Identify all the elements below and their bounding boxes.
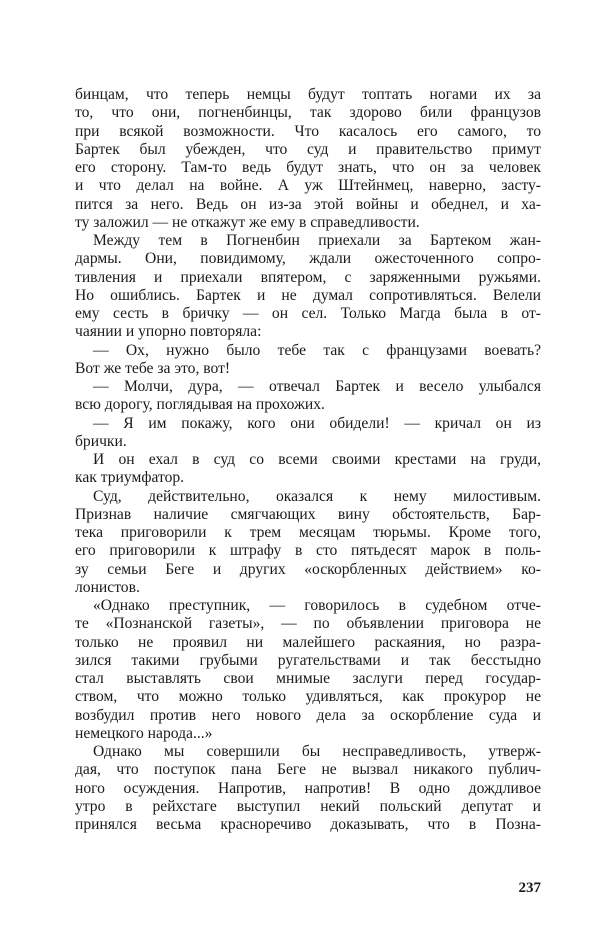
text-line: ством, что можно только удивляться, как прокурор не	[75, 688, 541, 706]
text-line: — Ох, нужно было тебе так с французами воевать?	[93, 341, 541, 359]
text-line: «Однако преступник, — говорилось в судебном отче-	[93, 597, 541, 614]
text-line: пится за него. Ведь он из-за этой войны и обеднел, и ха-	[75, 195, 541, 213]
text-line: его приговорили к штрафу в сто пятьдесят марок в поль-	[75, 542, 541, 560]
text-line: его сторону. Там-то ведь будут знать, что он за человек	[75, 159, 541, 176]
text-line: брички.	[75, 432, 127, 450]
text-line: Но ошиблись. Бартек и не думал сопротивляться. Велели	[75, 286, 541, 304]
text-line: бинцам, что теперь немцы будут топтать ногами их за	[75, 86, 541, 103]
text-line: чаянии и упорно повторяла:	[75, 323, 262, 341]
text-line: то, что они, погненбинцы, так здорово били французов	[75, 104, 541, 122]
text-line: Признав наличие смягчающих вину обстоятельств, Бар-	[75, 505, 541, 523]
text-line: дая, что поступок пана Беге не вызвал никакого публич-	[75, 761, 541, 779]
text-line: как триумфатор.	[75, 469, 185, 487]
text-line: при всякой возможности. Что касалось его самого, то	[75, 122, 541, 140]
text-line: тека приговорили к трем месяцам тюрьмы. Кроме того,	[75, 524, 541, 541]
text-line: Суд, действительно, оказался к нему милостивым.	[93, 487, 541, 505]
text-line: дармы. Они, повидимому, ждали ожесточенного сопро-	[75, 250, 541, 268]
text-line: ного осуждения. Напротив, напротив! В одно дождливое	[75, 779, 541, 797]
text-line: Однако мы совершили бы несправедливость, утверж-	[93, 743, 541, 760]
text-line: — Молчи, дура, — отвечал Бартек и весело улыбался	[93, 378, 541, 395]
text-line: ту заложил — не откажут же ему в справедливости.	[75, 213, 420, 231]
text-line: всю дорогу, поглядывая на прохожих.	[75, 396, 325, 414]
text-line: утро в рейхстаге выступил некий польский депутат и	[75, 797, 541, 815]
page-body-text	[75, 86, 541, 834]
text-line: тивления и приехали впятером, с заряженными ружьями.	[75, 268, 541, 286]
text-line: принялся весьма красноречиво доказывать, что в Позна-	[75, 816, 541, 833]
text-line: зился такими грубыми ругательствами и так бесстыдно	[75, 651, 541, 669]
text-line: Между тем в Погненбин приехали за Бартеком жан-	[93, 232, 541, 249]
text-line: те «Познанской газеты», — по объявлении приговора не	[75, 615, 541, 633]
text-line: немецкого народа...»	[75, 724, 213, 742]
page-number: 237	[518, 880, 541, 896]
text-line: возбудил против него нового дела за оскорбление суда и	[75, 706, 541, 724]
text-line: И он ехал в суд со всеми своими крестами на груди,	[93, 451, 541, 468]
text-line: стал выставлять свои мнимые заслуги перед государ-	[75, 670, 541, 687]
text-line: — Я им покажу, кого они обидели! — кричал он из	[93, 414, 541, 432]
text-line: ему сесть в бричку — он сел. Только Магда была в от-	[75, 305, 541, 322]
text-line: зу семьи Беге и других «оскорбленных действием» ко-	[75, 560, 541, 578]
text-line: Бартек был убежден, что суд и правительство примут	[75, 140, 541, 158]
text-line: Вот же тебе за это, вот!	[75, 359, 231, 377]
text-line: только не проявил ни малейшего раскаяния, но разра-	[75, 633, 541, 651]
text-line: и что делал на войне. А уж Штейнмец, наверно, засту-	[75, 177, 541, 195]
text-line: лонистов.	[75, 578, 140, 596]
